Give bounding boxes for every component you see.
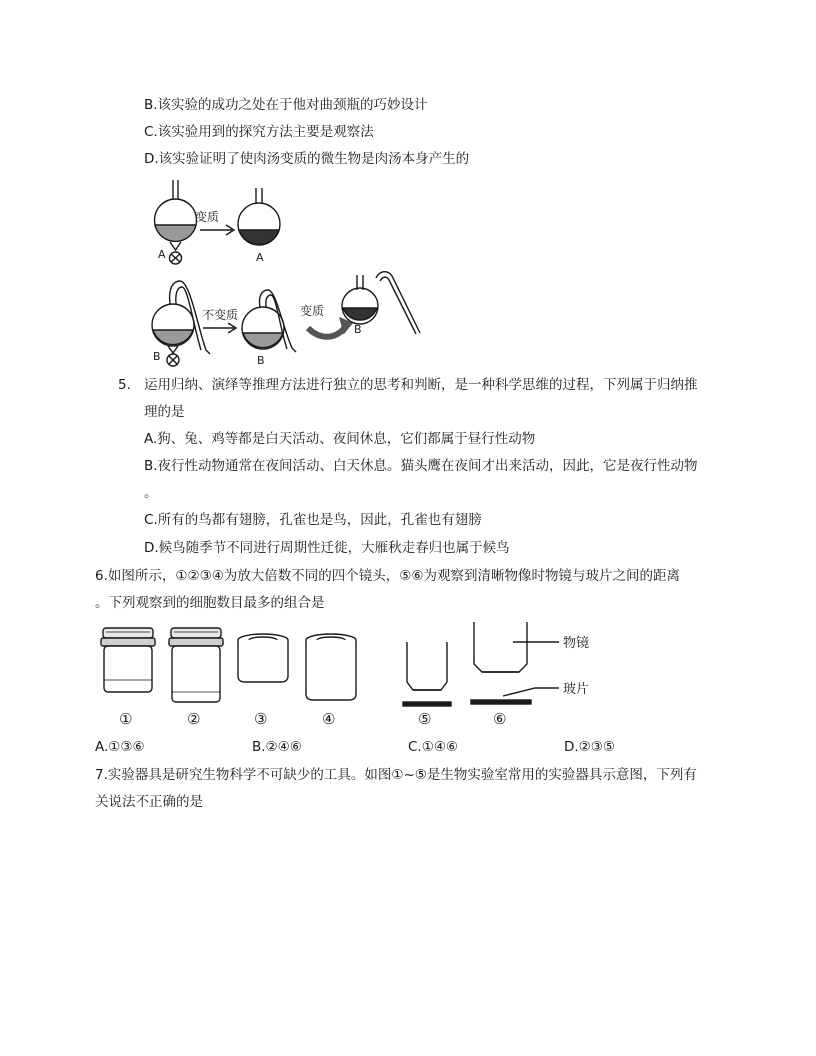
lens-label-1: ① xyxy=(119,710,133,728)
lenses-figure xyxy=(95,620,625,732)
q6-option-b: B.②④⑥ xyxy=(252,739,302,755)
q6-stem-line1: 6.如图所示，①②③④为放大倍数不同的四个镜头，⑤⑥为观察到清晰物像时物镜与玻片之间的距离 xyxy=(95,568,680,584)
q5-stem-line1: 运用归纳、演绎等推理方法进行独立的思考和判断，是一种科学思维的过程，下列属于归纳推 xyxy=(144,377,698,393)
q5-option-d: D.候鸟随季节不同进行周期性迁徙，大雁秋走春归也属于候鸟 xyxy=(144,540,510,556)
q4-option-c: C.该实验用到的探究方法主要是观察法 xyxy=(144,124,374,140)
q4-option-b: B.该实验的成功之处在于他对曲颈瓶的巧妙设计 xyxy=(144,97,428,113)
q7-stem-line2: 关说法不正确的是 xyxy=(95,794,203,810)
q5-option-b-line1: B.夜行性动物通常在夜间活动、白天休息。猫头鹰在夜间才出来活动，因此，它是夜行性动物 xyxy=(144,458,698,474)
q6-option-d: D.②③⑤ xyxy=(564,739,615,755)
label-slide: 玻片 xyxy=(563,682,590,697)
lens-label-4: ④ xyxy=(322,710,336,728)
label-spoiled: 变质 xyxy=(195,210,220,224)
label-flask-a-result: A xyxy=(256,251,264,264)
label-flask-b-result: B xyxy=(354,323,362,336)
q7-stem-line1: 7.实验器具是研究生物科学不可缺少的工具。如图①~⑤是生物实验室常用的实验器具示意图，下列有 xyxy=(95,767,697,783)
lens-label-2: ② xyxy=(187,710,201,728)
label-spoiled-2: 变质 xyxy=(300,304,325,318)
label-not-spoiled: 不变质 xyxy=(202,308,239,322)
q6-option-c: C.①④⑥ xyxy=(408,739,459,755)
q5-number: 5. xyxy=(118,377,131,393)
lens-label-6: ⑥ xyxy=(493,710,507,728)
label-flask-b-middle: B xyxy=(257,354,265,367)
q6-stem-line2: 。下列观察到的细胞数目最多的组合是 xyxy=(95,595,325,611)
label-flask-a: A xyxy=(158,248,166,261)
lens-label-3: ③ xyxy=(254,710,268,728)
lens-label-5: ⑤ xyxy=(418,710,432,728)
q5-option-c: C.所有的鸟都有翅膀，孔雀也是鸟，因此，孔雀也有翅膀 xyxy=(144,512,482,528)
q5-stem-line2: 理的是 xyxy=(144,404,185,420)
q5-option-b-line2: 。 xyxy=(144,485,158,501)
q6-option-a: A.①③⑥ xyxy=(95,739,145,755)
q5-option-a: A.狗、兔、鸡等都是白天活动、夜间休息，它们都属于昼行性动物 xyxy=(144,431,536,447)
flask-experiment-figure xyxy=(140,178,440,373)
q4-option-d: D.该实验证明了使肉汤变质的微生物是肉汤本身产生的 xyxy=(144,151,470,167)
label-objective: 物镜 xyxy=(563,636,590,651)
label-flask-b: B xyxy=(153,350,161,363)
